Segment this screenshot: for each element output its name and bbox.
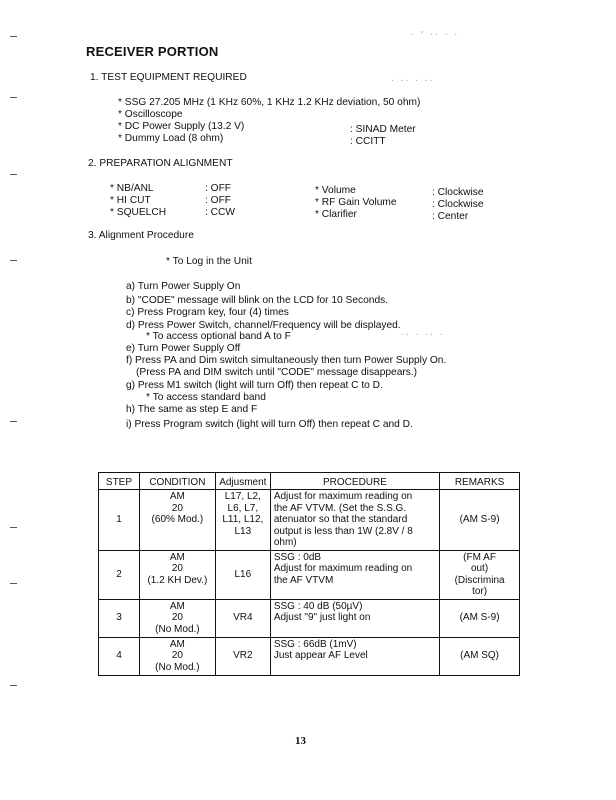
adjustment-line: L13 <box>234 525 252 537</box>
procedure-line: ohm) <box>273 537 297 548</box>
setting-name: * Volume <box>315 185 356 196</box>
adjustment-cell <box>215 599 270 637</box>
procedure-line: the AF VTVM <box>273 574 334 586</box>
adjustment-cell <box>215 490 270 551</box>
section-1-heading: 1. TEST EQUIPMENT REQUIRED <box>90 72 247 83</box>
bleed-through-noise: · ·· · ·· <box>390 76 434 85</box>
remarks-line: (Discrimina <box>454 574 505 586</box>
procedure-step: a) Turn Power Supply On <box>126 281 241 292</box>
header-procedure: PROCEDURE <box>270 473 439 490</box>
procedure-step: e) Turn Power Supply Off <box>126 343 241 354</box>
condition-line: AM <box>169 638 185 650</box>
procedure-step: b) "CODE" message will blink on the LCD for 10 Seconds. <box>126 295 389 306</box>
section-2-heading: 2. PREPARATION ALIGNMENT <box>88 158 233 169</box>
header-condition: CONDITION <box>139 473 215 490</box>
adjustment-cell <box>215 637 270 675</box>
condition-line: AM <box>169 491 185 502</box>
setting-value: : OFF <box>205 183 232 194</box>
procedure-line: Just appear AF Level <box>273 650 368 661</box>
step-cell: 1 <box>99 490 140 551</box>
equipment-item-right: : SINAD Meter <box>350 124 416 135</box>
header-remarks: REMARKS <box>440 473 520 490</box>
condition-line: (No Mod.) <box>155 661 200 673</box>
condition-line: AM <box>169 600 185 612</box>
procedure-step: f) Press PA and Dim switch simultaneously then turn Power Supply On. <box>126 355 447 366</box>
procedure-cell <box>270 599 439 637</box>
equipment-item: * Dummy Load (8 ohm) <box>118 133 224 144</box>
remarks-line: (AM SQ) <box>460 650 499 662</box>
procedure-line: atenuator so that the standard <box>273 514 408 525</box>
setting-name: * SQUELCH <box>110 207 167 218</box>
adjustment-line: L6, L7, <box>227 502 259 514</box>
procedure-line: SSG : 66dB (1mV) <box>273 638 357 650</box>
condition-cell <box>139 490 215 551</box>
remarks-line: (AM S-9) <box>459 612 500 624</box>
procedure-line: the AF VTVM. (Set the S.S.G. <box>273 502 407 514</box>
adjustment-cell <box>215 550 270 599</box>
remarks-line: (FM AF <box>463 551 496 563</box>
remarks-cell <box>440 599 520 637</box>
section-title: RECEIVER PORTION <box>86 44 219 59</box>
header-step: STEP <box>99 473 140 490</box>
equipment-item: * Oscilloscope <box>118 109 183 120</box>
setting-value: : CCW <box>205 207 235 218</box>
condition-line: (60% Mod.) <box>151 514 204 525</box>
remarks-line: out) <box>470 563 489 574</box>
condition-line: 20 <box>171 502 183 514</box>
step-cell: 2 <box>99 550 140 599</box>
remarks-cell <box>440 637 520 675</box>
condition-line: AM <box>169 551 185 563</box>
header-adjustment: Adjusment <box>215 473 270 490</box>
setting-name: * NB/ANL <box>110 183 154 194</box>
bleed-through-noise: ·· · ·· · <box>400 330 444 339</box>
setting-value: : Clockwise <box>432 199 484 210</box>
procedure-step: h) The same as step E and F <box>126 404 258 415</box>
equipment-item: * SSG 27.205 MHz (1 KHz 60%, 1 KHz 1.2 KHz deviation, 50 ohm) <box>118 97 421 108</box>
setting-value: : Center <box>432 211 469 222</box>
adjustment-line: VR4 <box>233 612 253 624</box>
procedure-step: c) Press Program key, four (4) times <box>126 307 289 318</box>
procedure-line: SSG : 0dB <box>273 551 322 563</box>
setting-name: * RF Gain Volume <box>315 197 397 208</box>
page-number: 13 <box>295 735 306 747</box>
adjustment-line: L11, L12, <box>222 514 264 525</box>
procedure-step: d) Press Power Switch, channel/Frequency will be displayed. <box>126 320 401 331</box>
margin-mark <box>10 421 17 422</box>
margin-mark <box>10 685 17 686</box>
margin-mark <box>10 583 17 584</box>
condition-line: 20 <box>171 650 183 661</box>
remarks-line: (AM S-9) <box>459 514 500 525</box>
adjustment-line: L16 <box>234 568 252 580</box>
setting-value: : OFF <box>205 195 232 206</box>
procedure-line: Adjust "9" just light on <box>273 612 371 623</box>
setting-value: : Clockwise <box>432 187 484 198</box>
margin-mark <box>10 527 17 528</box>
setting-name: * HI CUT <box>110 195 151 206</box>
margin-mark <box>10 97 17 98</box>
procedure-line: Adjust for maximum reading on <box>273 563 413 574</box>
adjustment-line: L17, L2, <box>224 491 261 502</box>
step-cell: 4 <box>99 637 140 675</box>
remarks-line: tor) <box>472 586 488 597</box>
table-header-row <box>99 473 520 490</box>
table-row <box>99 550 520 599</box>
table-row <box>99 599 520 637</box>
condition-line: 20 <box>171 612 183 623</box>
equipment-item: * DC Power Supply (13.2 V) <box>118 121 245 132</box>
margin-mark <box>10 260 17 261</box>
condition-line: (1.2 KH Dev.) <box>147 574 208 586</box>
condition-cell <box>139 550 215 599</box>
procedure-cell <box>270 637 439 675</box>
procedure-cell <box>270 490 439 551</box>
procedure-line: output is less than 1W (2.8V / 8 <box>273 525 413 537</box>
step-cell: 3 <box>99 599 140 637</box>
condition-cell <box>139 637 215 675</box>
condition-cell <box>139 599 215 637</box>
procedure-note: * To access optional band A to F <box>146 331 291 342</box>
procedure-cell <box>270 550 439 599</box>
table-row <box>99 490 520 551</box>
setting-name: * Clarifier <box>315 209 357 220</box>
adjustment-line: VR2 <box>233 650 253 662</box>
procedure-line: SSG : 40 dB (50µV) <box>273 600 363 612</box>
procedure-step: i) Press Program switch (light will turn Off) then repeat C and D. <box>126 419 413 430</box>
condition-line: 20 <box>171 563 183 574</box>
table-row <box>99 637 520 675</box>
bleed-through-noise: · ’ ·· · · <box>410 30 459 39</box>
procedure-note: (Press PA and DIM switch until "CODE" message disappears.) <box>136 367 418 378</box>
margin-mark <box>10 174 17 175</box>
equipment-item-right: : CCITT <box>350 136 386 147</box>
remarks-cell <box>440 490 520 551</box>
condition-line: (No Mod.) <box>155 623 200 635</box>
procedure-subheading: * To Log in the Unit <box>166 256 252 267</box>
procedure-line: Adjust for maximum reading on <box>273 491 413 502</box>
procedure-step: g) Press M1 switch (light will turn Off) then repeat C to D. <box>126 380 383 391</box>
remarks-cell <box>440 550 520 599</box>
procedure-note: * To access standard band <box>146 392 266 403</box>
margin-mark <box>10 36 17 37</box>
section-3-heading: 3. Alignment Procedure <box>88 230 194 241</box>
alignment-table <box>98 472 520 676</box>
